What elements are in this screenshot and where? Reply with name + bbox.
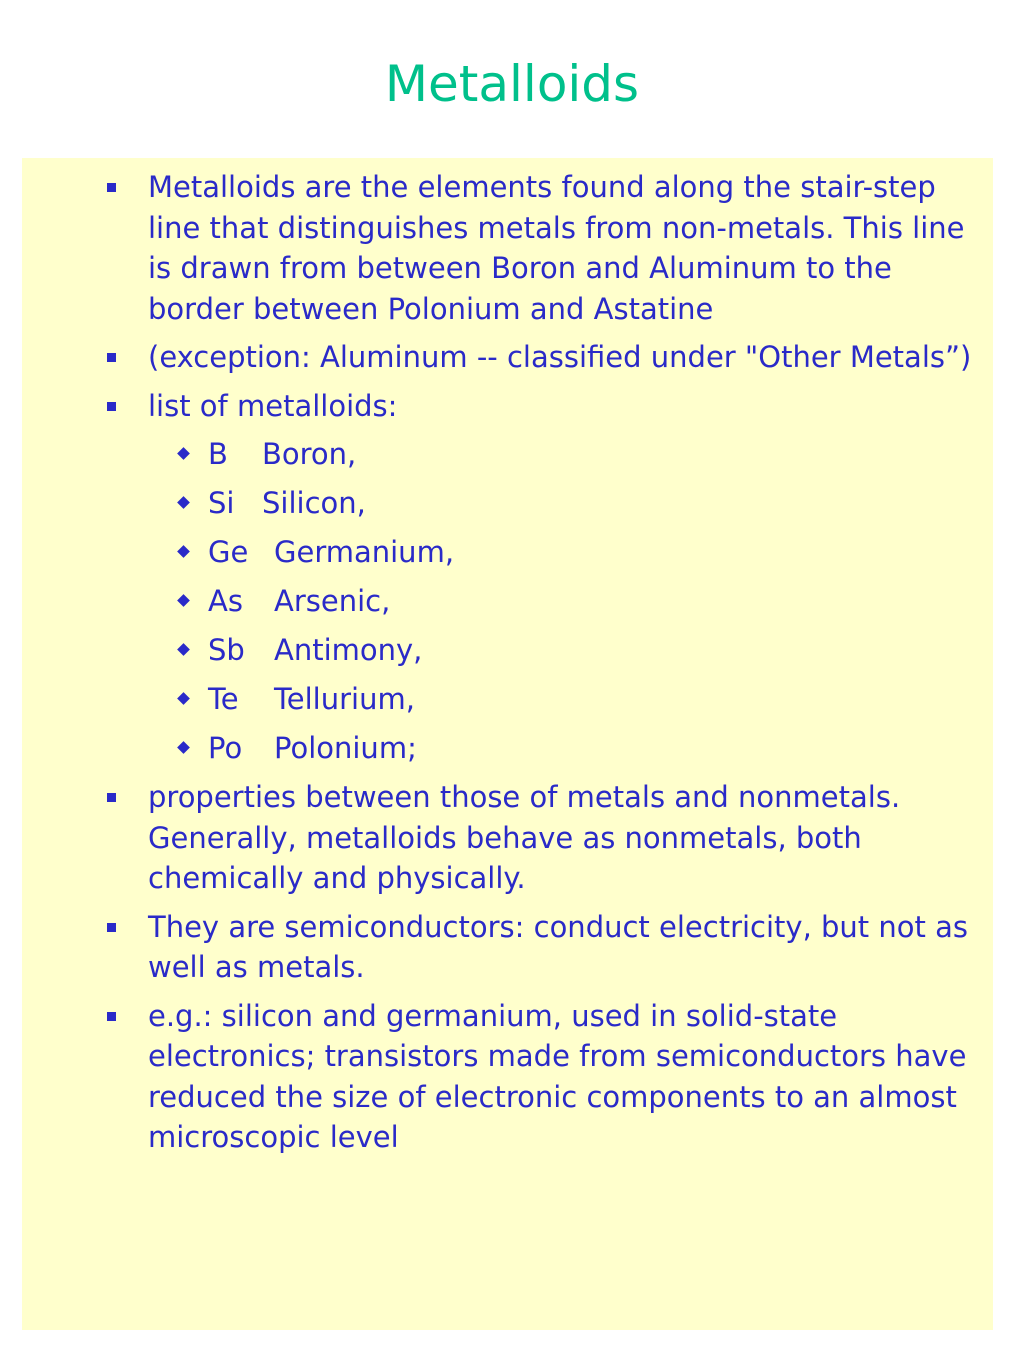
square-bullet-icon: [107, 183, 116, 192]
bullet-text: They are semiconductors: conduct electricity, but not as well as metals.: [148, 909, 968, 984]
element-name: Polonium;: [274, 731, 417, 765]
diamond-bullet-icon: [177, 692, 190, 705]
diamond-bullet-icon: [177, 741, 190, 754]
element-symbol: Po: [208, 731, 243, 765]
element-name: Silicon,: [262, 486, 366, 520]
bullet-item: [148, 167, 993, 329]
diamond-bullet-icon: [177, 643, 190, 656]
bullet-text: properties between those of metals and nonmetals. Generally, metalloids behave as nonmetals, both chemically and physically.: [148, 780, 901, 895]
metalloid-item: [148, 728, 993, 769]
square-bullet-icon: [107, 353, 116, 362]
bullet-text: e.g.: silicon and germanium, used in solid-state electronics; transistors made from semiconductors have reduced the size of electronic components to an almost microscopic level: [148, 998, 967, 1154]
bullet-item: [148, 337, 993, 378]
element-name: Boron,: [262, 437, 357, 471]
element-name: Antimony,: [274, 633, 423, 667]
element-symbol: As: [208, 584, 243, 618]
diamond-bullet-icon: [177, 447, 190, 460]
element-symbol: Sb: [208, 633, 245, 667]
bullet-list: [148, 167, 993, 1166]
bullet-item: [148, 996, 993, 1158]
metalloid-item: [148, 483, 993, 524]
slide-title: Metalloids: [384, 55, 640, 113]
square-bullet-icon: [107, 1012, 116, 1021]
bullet-text: Metalloids are the elements found along the stair-step line that distinguishes metals from non-metals. This line is drawn from between Boron and Aluminum to the border between Polonium and Astatine: [148, 170, 965, 326]
bullet-item: [148, 907, 993, 988]
metalloid-item: [148, 630, 993, 671]
metalloid-item: [148, 679, 993, 720]
bullet-item: [148, 777, 993, 899]
element-symbol: Ge: [208, 535, 249, 569]
metalloid-list: [148, 434, 993, 769]
metalloid-item: [148, 581, 993, 622]
metalloid-item: [148, 434, 993, 475]
diamond-bullet-icon: [177, 545, 190, 558]
element-symbol: Te: [208, 682, 239, 716]
element-symbol: B: [208, 437, 228, 471]
metalloid-item: [148, 532, 993, 573]
element-name: Germanium,: [274, 535, 455, 569]
element-symbol: Si: [208, 486, 235, 520]
diamond-bullet-icon: [177, 496, 190, 509]
bullet-text: (exception: Aluminum -- classified under "Other Metals”): [148, 340, 972, 374]
square-bullet-icon: [107, 793, 116, 802]
element-name: Arsenic,: [274, 584, 391, 618]
square-bullet-icon: [107, 923, 116, 932]
bullet-text: list of metalloids:: [148, 388, 398, 423]
square-bullet-icon: [107, 402, 116, 411]
element-name: Tellurium,: [274, 682, 415, 716]
bullet-item: [148, 386, 993, 769]
diamond-bullet-icon: [177, 594, 190, 607]
